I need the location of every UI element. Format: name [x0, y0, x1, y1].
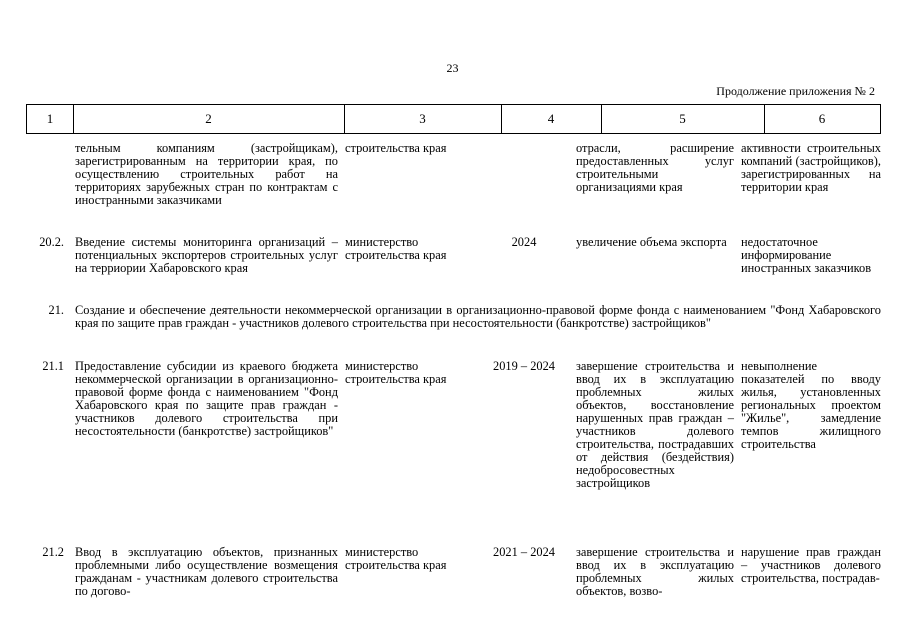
- row-number: 21.1: [42, 359, 64, 373]
- header-col-6: 6: [818, 111, 826, 126]
- continuation-note: Продолжение приложения № 2: [716, 84, 875, 98]
- measure-text: Предоставление субсидии из краевого бюджета некоммерческой организации в организационно-правовой форме фонда с наименованием "Фонд Хабаровского края по защите прав граждан - участников долевого строительства при несостоятельности (банкротстве) застройщиков": [75, 359, 338, 438]
- years-text: 2021 – 2024: [493, 545, 555, 559]
- risk-text: невыполнение показателей по вводу жилья, установленных региональных проектом "Жилье", замедление темпов жилищного строительства: [741, 359, 881, 451]
- result-text: завершение строительства и ввод их в эксплуатацию проблемных жилых объектов, возво-: [576, 545, 734, 598]
- row-number: 20.2.: [39, 235, 64, 249]
- header-col-1: 1: [46, 111, 54, 126]
- section-title: Создание и обеспечение деятельности некоммерческой организации в организационно-правовой форме фонда с наименованием "Фонд Хабаровского края по защите прав граждан - участников долевого строительства при несостоятельности (банкротстве) застройщиков": [75, 303, 881, 330]
- executor-text: министерство строительства края: [345, 235, 447, 262]
- result-text: завершение строительства и ввод их в эксплуатацию проблемных жилых объектов, восстановление нарушенных прав граждан – участников долевого строительства, пострадавших от действия (бездействия) недобросовестных застройщиков: [576, 359, 734, 490]
- risk-text: нарушение прав граждан – участников долевого строительства, пострадав-: [741, 545, 881, 585]
- years-text: 2024: [511, 235, 537, 249]
- risk-text: активности строительных компаний (застройщиков), зарегистрированных на территории края: [741, 141, 881, 194]
- measure-text: Введение системы мониторинга организаций – потенциальных экспортеров строительных услуг на терриории Хабаровского края: [75, 235, 338, 275]
- years-text: 2019 – 2024: [493, 359, 555, 373]
- result-text: увеличение объема экспорта: [576, 235, 727, 249]
- page-number: 23: [446, 61, 459, 75]
- header-col-3: 3: [419, 111, 426, 126]
- executor-text: строительства края: [345, 141, 447, 155]
- measure-text: Ввод в эксплуатацию объектов, признанных проблемными либо осуществление возмещения гражданам - участникам долевого строительства по догово-: [75, 545, 338, 598]
- header-col-2: 2: [205, 111, 212, 126]
- row-number: 21.2: [42, 545, 64, 559]
- header-col-4: 4: [547, 111, 555, 126]
- table-header: [26, 104, 881, 134]
- measure-text: тельным компаниям (застройщикам), зарегистрированным на территории края, по осуществлению строительных работ на территориях зарубежных стран по контрактам с иностранными заказчиками: [75, 141, 338, 207]
- row-number: 21.: [48, 303, 64, 317]
- header-col-5: 5: [679, 111, 686, 126]
- executor-text: министерство строительства края: [345, 359, 447, 386]
- result-text: отрасли, расширение предоставленных услуг строительными организациями края: [576, 141, 734, 194]
- risk-text: недостаточное информирование иностранных заказчиков: [741, 235, 872, 275]
- executor-text: министерство строительства края: [345, 545, 447, 572]
